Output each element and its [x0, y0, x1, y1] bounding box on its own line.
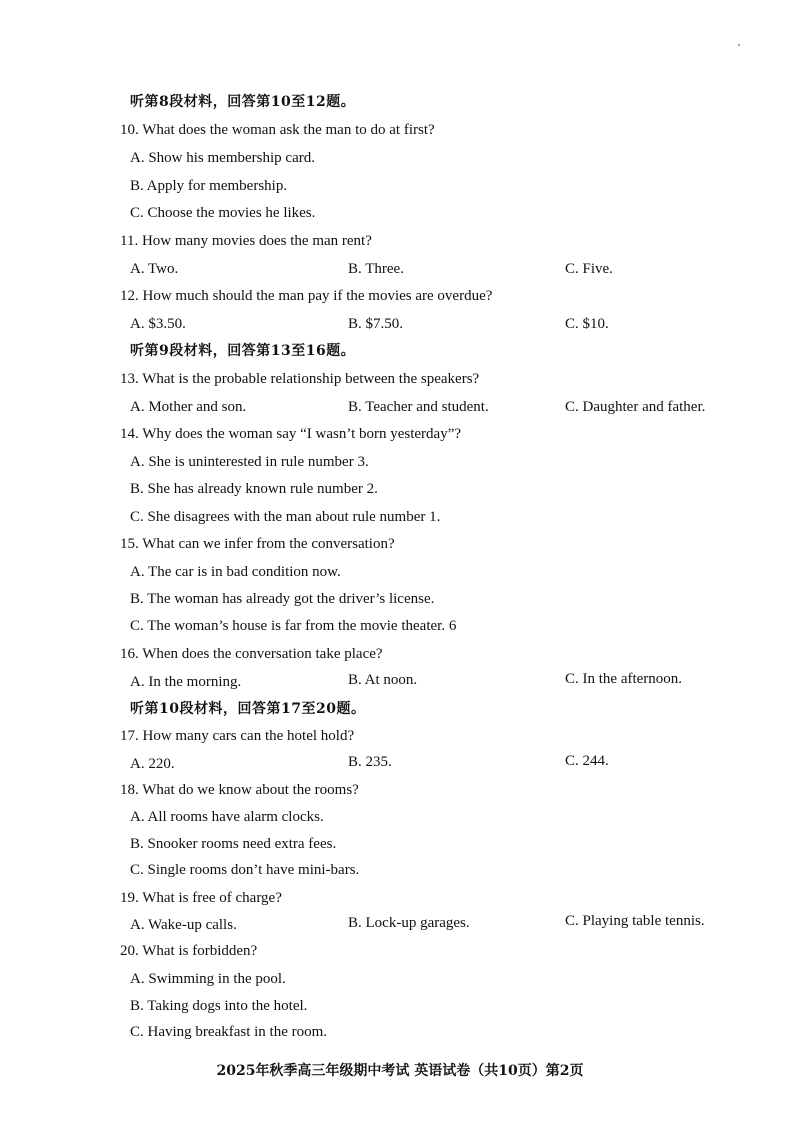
option: A. Swimming in the pool. — [130, 971, 286, 987]
option: A. Two. — [130, 261, 179, 277]
option: B. At noon. — [348, 672, 418, 688]
option: A. The car is in bad condition now. — [130, 564, 341, 580]
option: B. The woman has already got the driver’s license. — [130, 591, 435, 607]
question-stem: 19. What is free of charge? — [120, 890, 282, 906]
option: A. $3.50. — [130, 316, 186, 332]
option: A. In the morning. — [130, 674, 242, 690]
section-instruction: 听第8段材料，回答第10至12题。 — [130, 94, 356, 110]
question-stem: 14. Why does the woman say “I wasn’t born yesterday”? — [120, 426, 462, 442]
section-instruction: 听第10段材料，回答第17至20题。 — [130, 701, 366, 717]
option: C. Daughter and father. — [565, 399, 706, 415]
question-stem: 17. How many cars can the hotel hold? — [120, 728, 355, 744]
option: C. Five. — [565, 261, 613, 277]
option: A. Show his membership card. — [130, 150, 315, 166]
option: C. Single rooms don’t have mini-bars. — [130, 862, 360, 878]
option: C. 244. — [565, 753, 609, 769]
question-stem: 13. What is the probable relationship between the speakers? — [120, 371, 480, 387]
question-stem: 16. When does the conversation take place? — [120, 646, 383, 662]
option: C. In the afternoon. — [565, 671, 683, 687]
option: B. 235. — [348, 754, 392, 770]
question-stem: 20. What is forbidden? — [120, 943, 258, 959]
option: B. Lock-up garages. — [348, 915, 470, 931]
page-footer: 2025年秋季高三年级期中考试 英语试卷（共10页）第2页 — [216, 1063, 584, 1079]
option: B. Snooker rooms need extra fees. — [130, 836, 337, 852]
option: C. Having breakfast in the room. — [130, 1024, 328, 1040]
option: C. Choose the movies he likes. — [130, 205, 316, 221]
question-stem: 15. What can we infer from the conversation? — [120, 536, 395, 552]
question-stem: 18. What do we know about the rooms? — [120, 782, 359, 798]
option: B. Teacher and student. — [348, 399, 489, 415]
option: B. $7.50. — [348, 316, 404, 332]
option: A. 220. — [130, 756, 175, 772]
option: C. Playing table tennis. — [565, 913, 705, 929]
option: B. Three. — [348, 261, 404, 277]
question-stem: 11. How many movies does the man rent? — [120, 233, 372, 249]
option: A. She is uninterested in rule number 3. — [130, 454, 369, 470]
section-instruction: 听第9段材料，回答第13至16题。 — [130, 343, 356, 359]
option: C. The woman’s house is far from the movie theater. 6 — [130, 618, 457, 634]
question-stem: 10. What does the woman ask the man to do at first? — [120, 122, 435, 138]
option: A. All rooms have alarm clocks. — [130, 809, 324, 825]
option: A. Mother and son. — [130, 399, 247, 415]
option: B. Apply for membership. — [130, 178, 288, 194]
scan-speck — [738, 44, 740, 46]
option: A. Wake-up calls. — [130, 917, 237, 933]
option: C. $10. — [565, 316, 609, 332]
option: B. She has already known rule number 2. — [130, 481, 378, 497]
option: B. Taking dogs into the hotel. — [130, 998, 308, 1014]
question-stem: 12. How much should the man pay if the movies are overdue? — [120, 288, 493, 304]
option: C. She disagrees with the man about rule number 1. — [130, 509, 441, 525]
